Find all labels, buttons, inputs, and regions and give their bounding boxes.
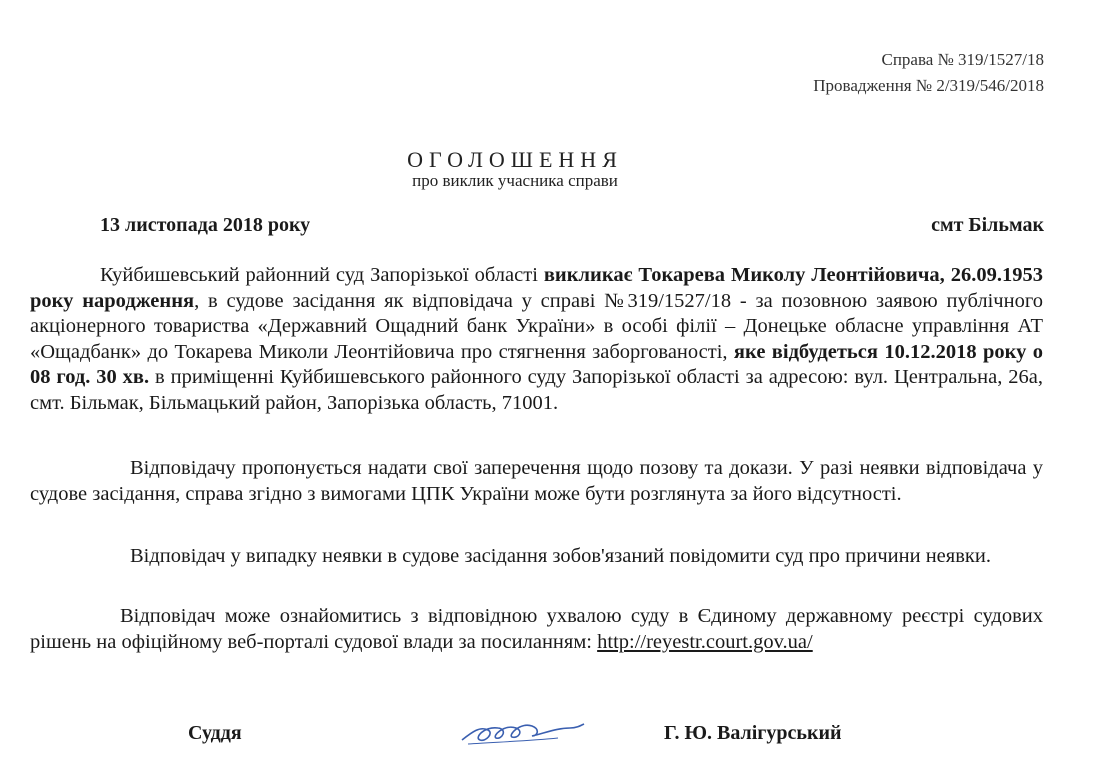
summons-text-2: , в судове засідання як відповідача у справі №319/1527/18 - за позовною заявою публічного акціонерного товариства «Державний Ощадний банк України» в особі філії – Донецьке обласне управління АТ «Ощадбанк» до Токарева Миколи Леонтійовича про стягнення заборгованості, xyxy=(30,289,1043,363)
registry-link[interactable]: http://reyestr.court.gov.ua/ xyxy=(597,630,813,653)
paragraph-summons xyxy=(30,263,1043,416)
summons-defendant: викликає Токарева Миколу Леонтійовича, 26.09.1953 року народження xyxy=(30,264,1044,312)
paragraph-registry xyxy=(30,604,1043,655)
summons-text-1: Куйбишевський районний суд Запорізької області xyxy=(100,264,544,286)
document-subtitle: про виклик учасника справи xyxy=(412,171,618,190)
judge-label: Суддя xyxy=(188,722,242,744)
paragraph-absence: Відповідач у випадку неявки в судове засідання зобов'язаний повідомити суд про причини неявки. xyxy=(130,545,991,567)
paragraph-objections: Відповідачу пропонується надати свої заперечення щодо позову та докази. У разі неявки відповідача у судове засідання, справа згідно з вимогами ЦПК України може бути розглянута за його відсутності. xyxy=(30,457,1043,505)
notice-date: 13 листопада 2018 року xyxy=(100,214,311,236)
proceeding-number: Провадження № 2/319/546/2018 xyxy=(813,76,1044,95)
document-title: ОГОЛОШЕННЯ xyxy=(407,147,623,172)
notice-place: смт Більмак xyxy=(931,214,1044,236)
registry-text: Відповідач може ознайомитись з відповідною ухвалою суду в Єдиному державному реєстрі судових рішень на офіційному веб-порталі судової влади за посиланням: xyxy=(30,605,1043,653)
judge-name: Г. Ю. Валігурський xyxy=(664,722,842,744)
summons-hearing-time: яке відбудеться 10.12.2018 року о 08 год. 30 хв. xyxy=(30,340,1044,388)
summons-text-3: в приміщенні Куйбишевського районного суду Запорізької області за адресою: вул. Центральна, 26а, смт. Більмак, Більмацький район, Запорізька область, 71001. xyxy=(30,366,1043,414)
handwritten-signature xyxy=(458,712,588,752)
case-number: Справа № 319/1527/18 xyxy=(881,50,1044,69)
